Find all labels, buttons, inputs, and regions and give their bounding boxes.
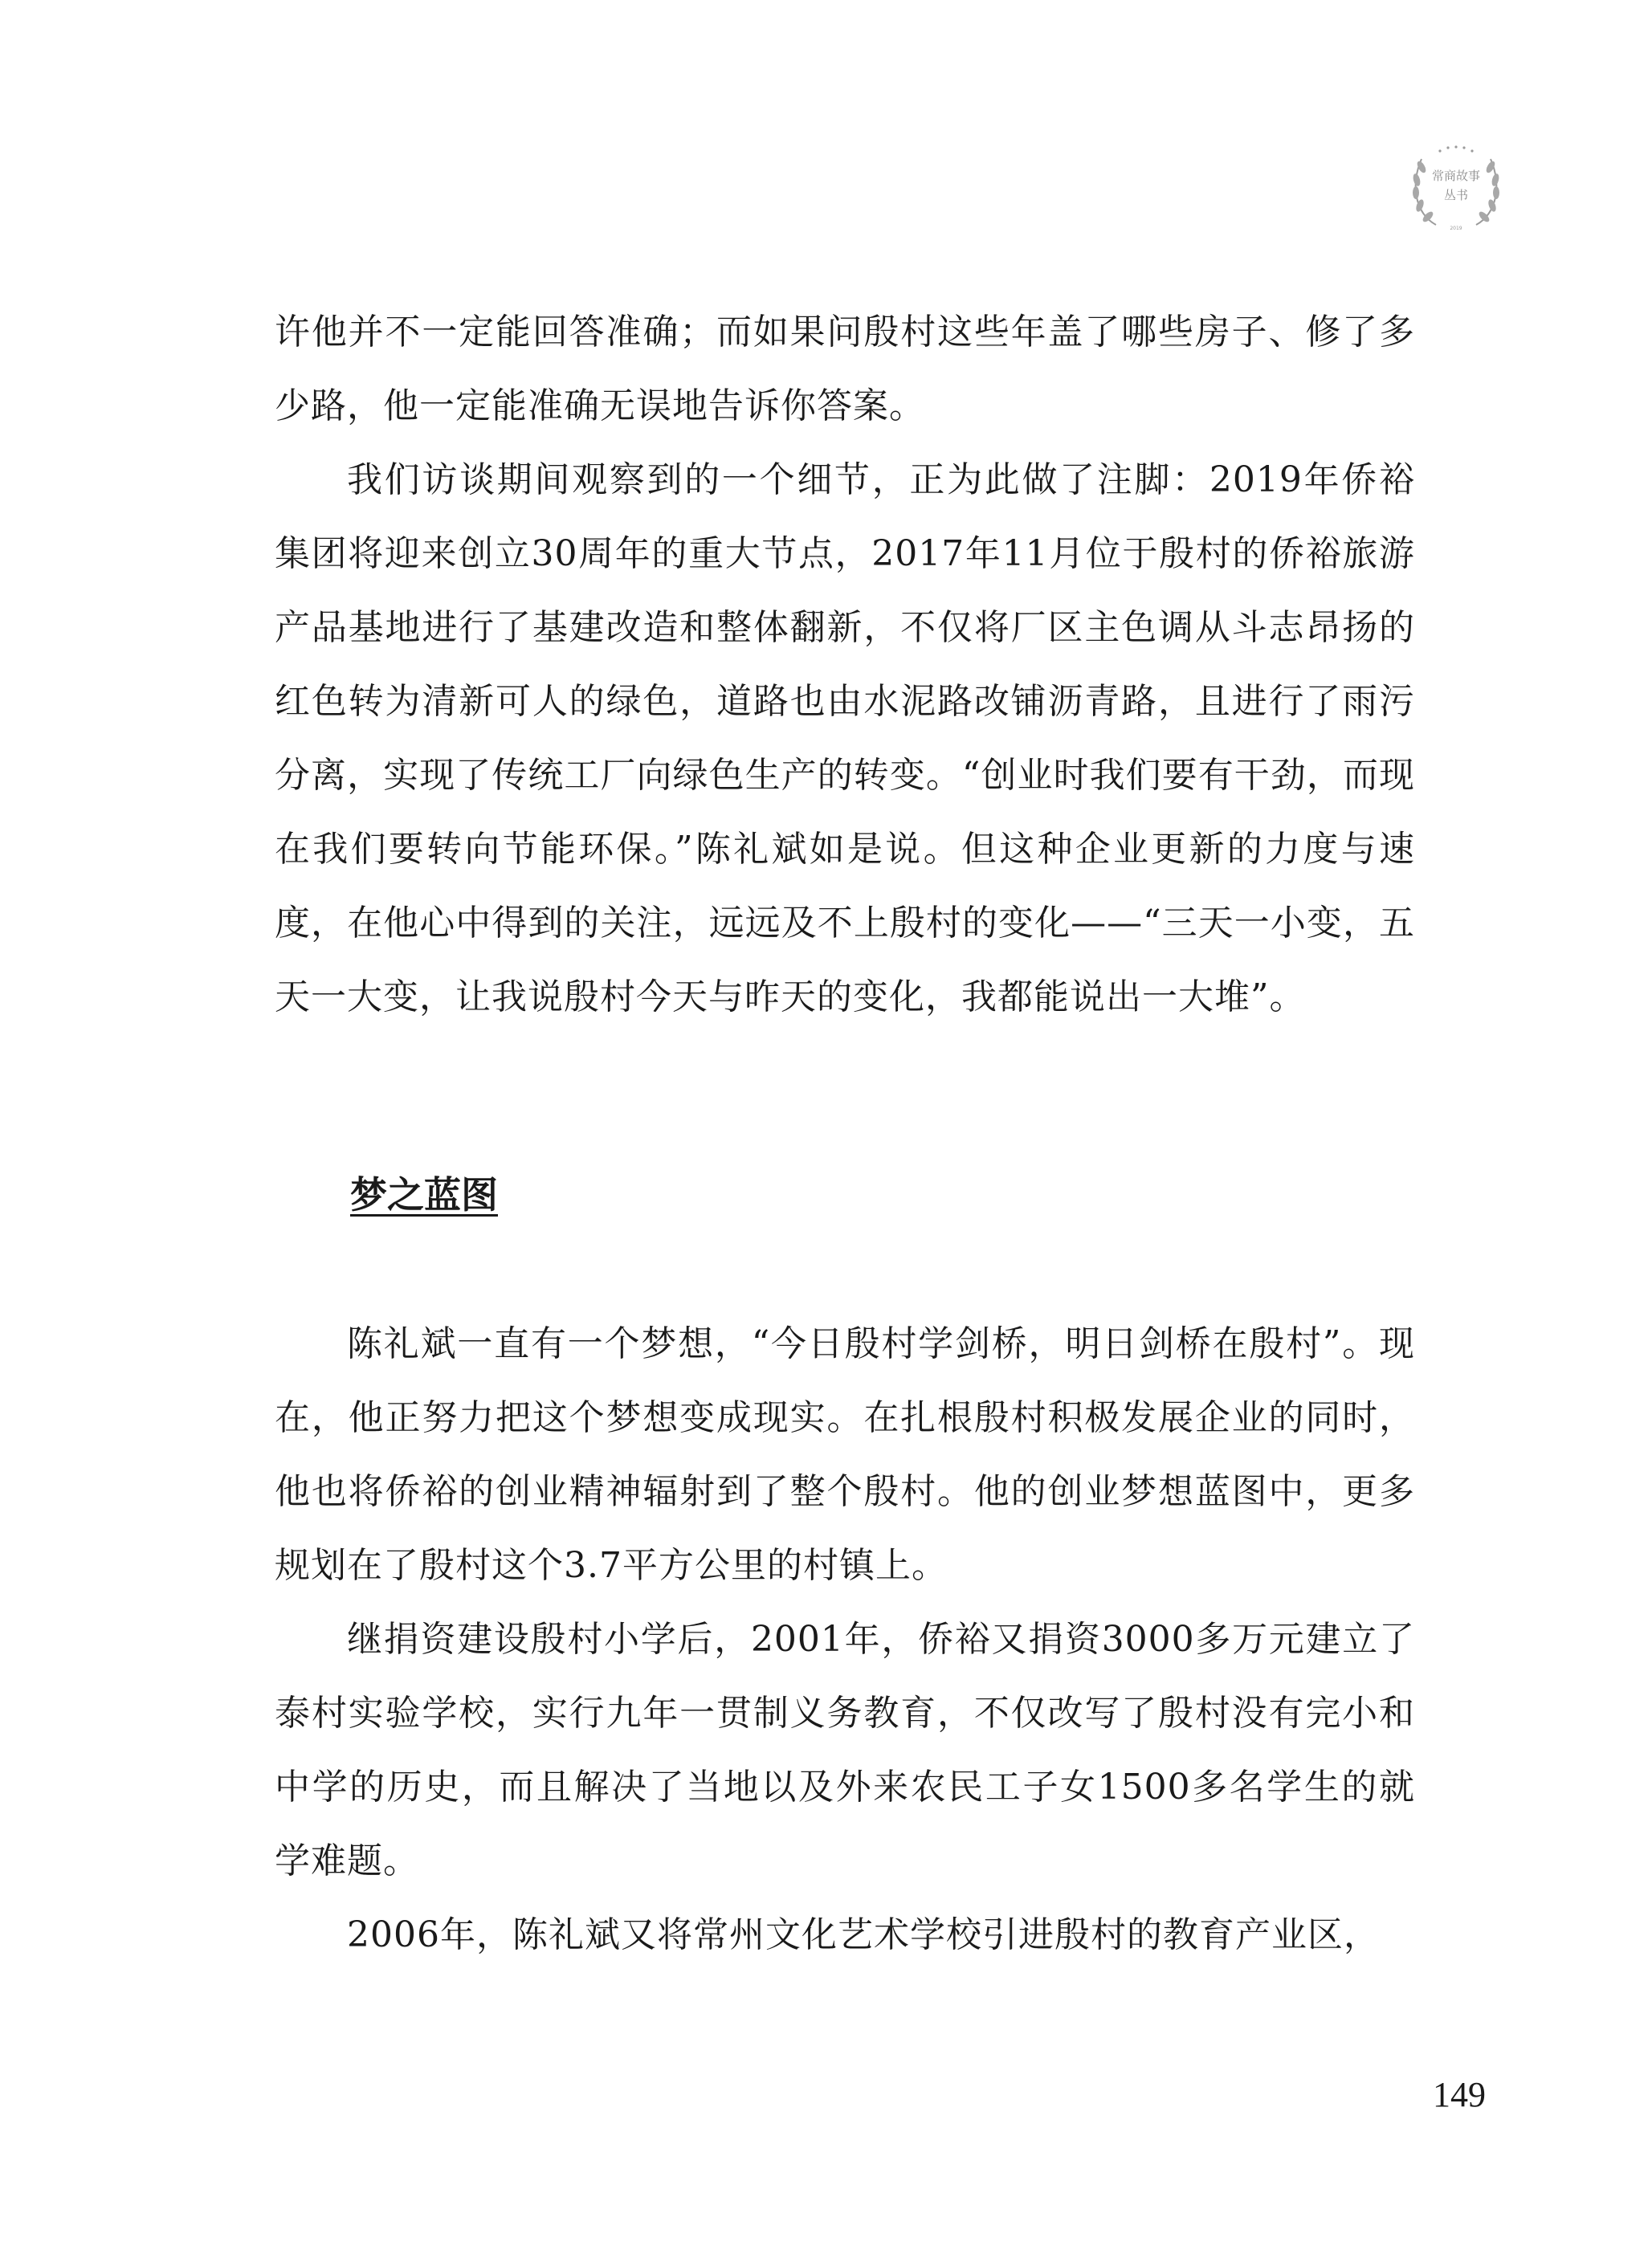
paragraph: 许他并不一定能回答准确；而如果问殷村这些年盖了哪些房子、修了多少路，他一定能准确无误地告诉你答案。	[275, 312, 1415, 426]
laurel-wreath-icon	[1404, 135, 1508, 239]
paragraph: 2006年，陈礼斌又将常州文化艺术学校引进殷村的教育产业区，	[347, 1914, 1380, 1955]
section-title: 梦之蓝图	[350, 1173, 498, 1217]
emblem-line1: 常商故事	[1431, 169, 1481, 183]
paragraph: 陈礼斌一直有一个梦想，“今日殷村学剑桥，明日剑桥在殷村”。现在，他正努力把这个梦想变成现实。在扎根殷村积极发展企业的同时，他也将侨裕的创业精神辐射到了整个殷村。他的创业梦想蓝图中，更多规划在了殷村这个3.7平方公里的村镇上。	[275, 1323, 1415, 1586]
page-number: 149	[1433, 2075, 1486, 2114]
series-emblem	[1404, 135, 1508, 239]
section-1-body	[275, 296, 1415, 1034]
emblem-year: 2019	[1450, 226, 1462, 231]
paragraph: 继捐资建设殷村小学后，2001年，侨裕又捐资3000多万元建立了泰村实验学校，实行九年一贯制义务教育，不仅改写了殷村没有完小和中学的历史，而且解决了当地以及外来农民工子女1500多名学生的就学难题。	[275, 1619, 1415, 1881]
emblem-line2: 丛书	[1443, 188, 1469, 202]
section-2-body	[275, 1307, 1415, 1972]
paragraph: 我们访谈期间观察到的一个细节，正为此做了注脚：2019年侨裕集团将迎来创立30周年的重大节点，2017年11月位于殷村的侨裕旅游产品基地进行了基建改造和整体翻新，不仅将厂区主色调从斗志昂扬的红色转为清新可人的绿色，道路也由水泥路改铺沥青路，且进行了雨污分离，实现了传统工厂向绿色生产的转变。“创业时我们要有干劲，而现在我们要转向节能环保。”陈礼斌如是说。但这种企业更新的力度与速度，在他心中得到的关注，远远及不上殷村的变化——“三天一小变，五天一大变，让我说殷村今天与昨天的变化，我都能说出一大堆”。	[275, 459, 1415, 1017]
